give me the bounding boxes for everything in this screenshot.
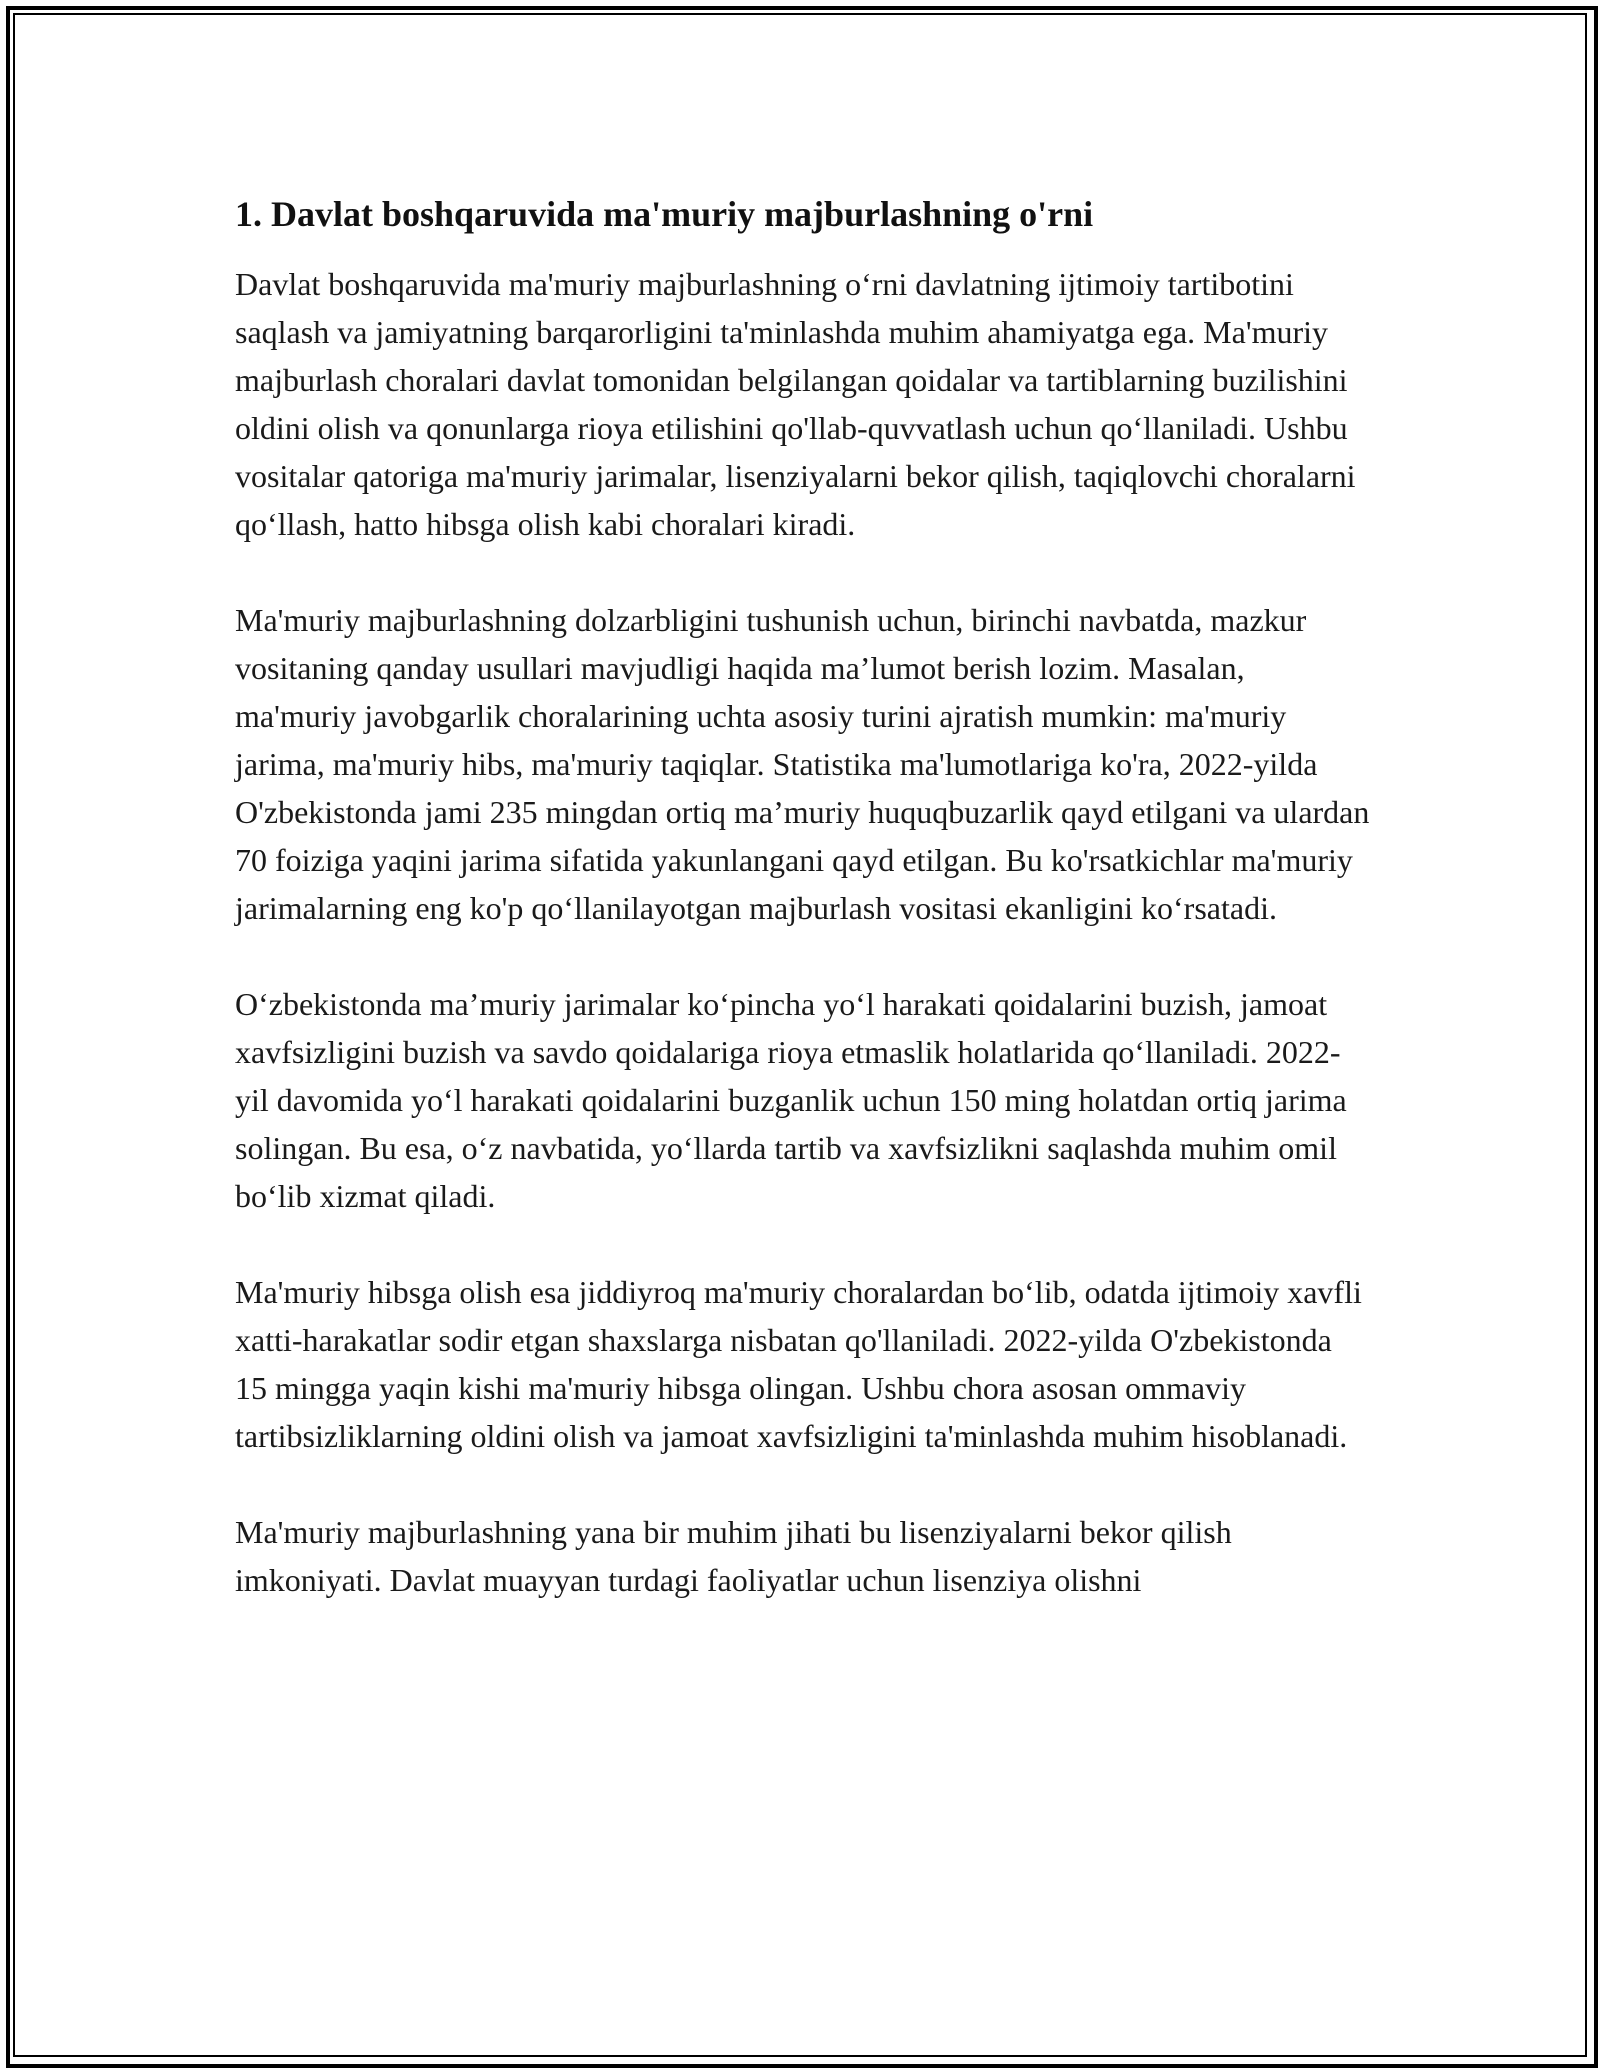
paragraph-3: O‘zbekistonda ma’muriy jarimalar ko‘pincha yo‘l harakati qoidalarini buzish, jamoat xavfsizligini buzish va savdo qoidalariga rioya etmaslik holatlarida qo‘llaniladi. 2022-yil davomida yo‘l harakati qoidalarini buzganlik uchun 150 ming holatdan ortiq jarima solingan. Bu esa, o‘z navbatida, yo‘llarda tartib va xavfsizlikni saqlashda muhim omil bo‘lib xizmat qiladi. (235, 986, 1347, 1214)
paragraph-2: Ma'muriy majburlashning dolzarbligini tushunish uchun, birinchi navbatda, mazkur vositaning qanday usullari mavjudligi haqida ma’lumot berish lozim. Masalan, ma'muriy javobgarlik choralarining uchta asosiy turini ajratish mumkin: ma'muriy jarima, ma'muriy hibs, ma'muriy taqiqlar. Statistika ma'lumotlariga ko'ra, 2022-yilda O'zbekistonda jami 235 mingdan ortiq ma’muriy huquqbuzarlik qayd etilgani va ulardan 70 foiziga yaqini jarima sifatida yakunlangani qayd etilgan. Bu ko'rsatkichlar ma'muriy jarimalarning eng ko'p qo‘llanilayotgan majburlash vositasi ekanligini ko‘rsatadi. (235, 602, 1370, 926)
document-body (235, 190, 1370, 1652)
paragraph-4: Ma'muriy hibsga olish esa jiddiyroq ma'muriy choralardan bo‘lib, odatda ijtimoiy xavfli xatti-harakatlar sodir etgan shaxslarga nisbatan qo'llaniladi. 2022-yilda O'zbekistonda 15 mingga yaqin kishi ma'muriy hibsga olingan. Ushbu chora asosan ommaviy tartibsizliklarning oldini olish va jamoat xavfsizligini ta'minlashda muhim hisoblanadi. (235, 1274, 1362, 1454)
section-heading: 1. Davlat boshqaruvida ma'muriy majburlashning o'rni (235, 194, 1094, 234)
paragraph-5: Ma'muriy majburlashning yana bir muhim jihati bu lisenziyalarni bekor qilish imkoniyati. Davlat muayyan turdagi faoliyatlar uchun lisenziya olishni (235, 1514, 1232, 1598)
paragraph-1: Davlat boshqaruvida ma'muriy majburlashning o‘rni davlatning ijtimoiy tartibotini saqlash va jamiyatning barqarorligini ta'minlashda muhim ahamiyatga ega. Ma'muriy majburlash choralari davlat tomonidan belgilangan qoidalar va tartiblarning buzilishini oldini olish va qonunlarga rioya etilishini qo'llab-quvvatlash uchun qo‘llaniladi. Ushbu vositalar qatoriga ma'muriy jarimalar, lisenziyalarni bekor qilish, taqiqlovchi choralarni qo‘llash, hatto hibsga olish kabi choralari kiradi. (235, 266, 1356, 542)
